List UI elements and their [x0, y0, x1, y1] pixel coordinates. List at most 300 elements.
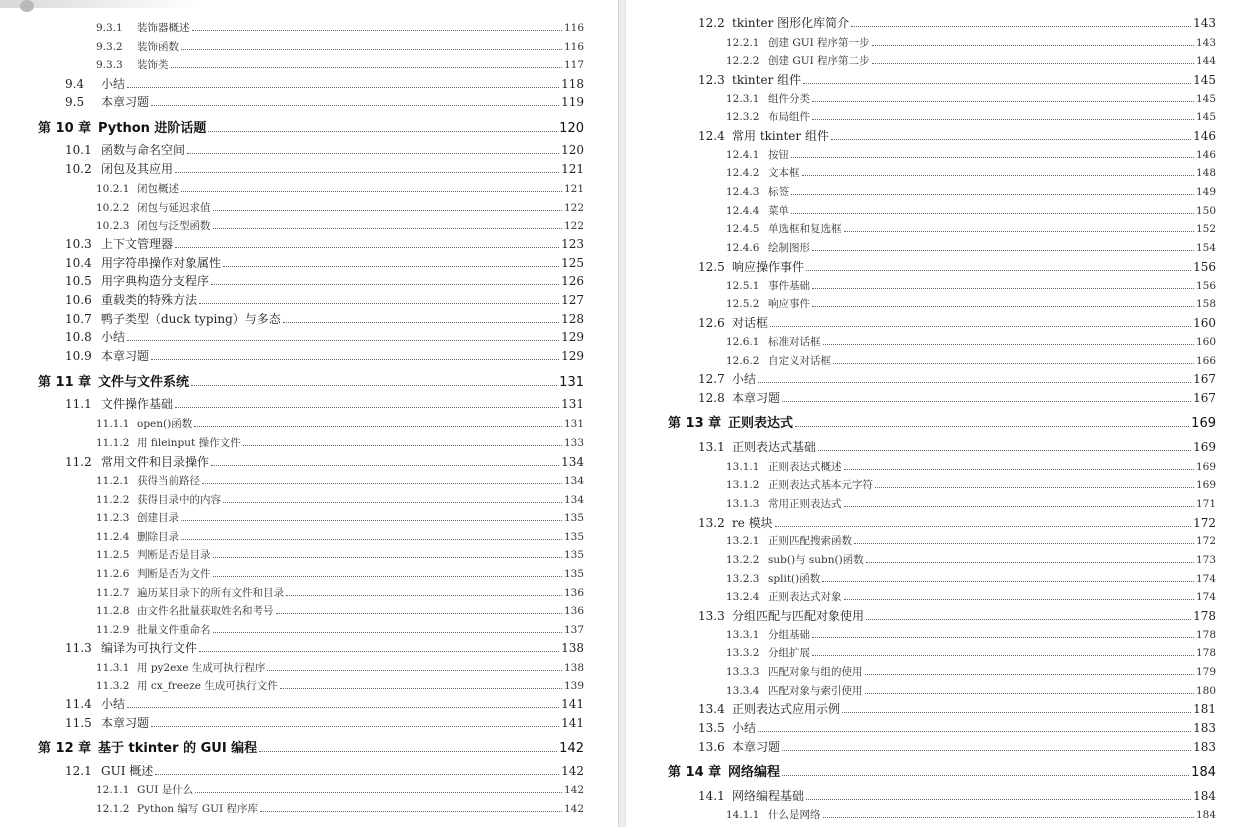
dot-leader — [213, 576, 562, 577]
entry-page-number: 156 — [1193, 260, 1216, 274]
toc-entry-sub — [96, 530, 584, 544]
toc-entry-sec — [698, 702, 1216, 716]
toc-entry-sec — [65, 349, 584, 363]
toc-entry-sub — [96, 679, 584, 693]
entry-number: 10.1 — [65, 143, 92, 157]
toc-entry-sub — [726, 279, 1216, 293]
entry-page-number: 116 — [563, 22, 584, 34]
entry-number: 11.4 — [65, 697, 92, 711]
dot-leader — [181, 520, 562, 521]
entry-number: 13.2.1 — [726, 535, 760, 547]
entry-number: 12.1.2 — [96, 803, 130, 815]
entry-page-number: 167 — [1193, 372, 1216, 386]
entry-page-number: 145 — [1195, 93, 1216, 105]
toc-entry-sub — [726, 222, 1216, 236]
entry-page-number: 180 — [1195, 685, 1216, 697]
entry-title: 正则表达式概述 — [768, 461, 842, 473]
entry-page-number: 160 — [1193, 316, 1216, 330]
entry-title: 本章习题 — [101, 349, 150, 363]
entry-number: 11.2.4 — [96, 531, 130, 543]
entry-page-number: 119 — [561, 95, 584, 109]
entry-title: 本章习题 — [732, 740, 781, 754]
entry-title: 闭包与泛型函数 — [137, 220, 211, 232]
dot-leader — [243, 445, 562, 446]
entry-title: 布局组件 — [768, 111, 810, 123]
entry-page-number: 134 — [561, 455, 584, 469]
entry-number: 第 10 章 — [38, 121, 92, 136]
entry-page-number: 179 — [1195, 666, 1216, 678]
entry-title: 匹配对象与组的使用 — [768, 666, 863, 678]
entry-title: 编译为可执行文件 — [101, 641, 198, 655]
entry-page-number: 183 — [1193, 740, 1216, 754]
toc-entry-sec — [698, 372, 1216, 386]
entry-page-number: 150 — [1195, 205, 1216, 217]
toc-entry-sub — [96, 58, 584, 72]
dot-leader — [802, 175, 1194, 176]
dot-leader — [823, 344, 1194, 345]
toc-entry-sub — [726, 572, 1216, 586]
toc-entry-sec — [698, 721, 1216, 735]
entry-number: 13.3.3 — [726, 666, 760, 678]
toc-entry-sub — [726, 684, 1216, 698]
toc-entry-sub — [96, 40, 584, 54]
entry-number: 13.2.4 — [726, 591, 760, 603]
entry-number: 11.3.2 — [96, 680, 130, 692]
entry-number: 11.1.1 — [96, 418, 130, 430]
dot-leader — [223, 266, 559, 267]
toc-entry-sec — [698, 129, 1216, 143]
dot-leader — [812, 288, 1194, 289]
entry-number: 13.1.1 — [726, 461, 760, 473]
dot-leader — [175, 172, 559, 173]
toc-entry-sec — [65, 143, 584, 157]
dot-leader — [202, 483, 562, 484]
entry-number: 9.4 — [65, 77, 85, 91]
entry-page-number: 145 — [1195, 111, 1216, 123]
entry-title: 分组扩展 — [768, 647, 810, 659]
entry-number: 11.2.9 — [96, 624, 130, 636]
entry-title: 按钮 — [768, 149, 789, 161]
entry-number: 12.3.2 — [726, 111, 760, 123]
entry-title: 获得目录中的内容 — [137, 494, 221, 506]
toc-entry-sub — [726, 335, 1216, 349]
toc-entry-sec — [698, 316, 1216, 330]
entry-page-number: 173 — [1195, 554, 1216, 566]
entry-title: 网络编程基础 — [732, 789, 805, 803]
toc-entry-sub — [726, 497, 1216, 511]
entry-page-number: 135 — [563, 568, 584, 580]
entry-number: 11.2.7 — [96, 587, 130, 599]
toc-right-page — [626, 0, 1236, 827]
entry-page-number: 141 — [561, 716, 584, 730]
entry-page-number: 125 — [561, 256, 584, 270]
toc-entry-sub — [726, 148, 1216, 162]
entry-number: 10.3 — [65, 237, 92, 251]
dot-leader — [782, 775, 1189, 776]
dot-leader — [151, 105, 559, 106]
entry-page-number: 142 — [559, 741, 584, 756]
dot-leader — [199, 303, 559, 304]
dot-leader — [782, 750, 1191, 751]
entry-title: 分组匹配与匹配对象使用 — [732, 609, 865, 623]
entry-title: 函数与命名空间 — [101, 143, 186, 157]
entry-number: 11.3 — [65, 641, 92, 655]
entry-number: 第 12 章 — [38, 741, 92, 756]
entry-number: 12.6 — [698, 316, 725, 330]
entry-title: 判断是否为文件 — [137, 568, 211, 580]
entry-number: 第 11 章 — [38, 375, 92, 390]
toc-entry-sec — [698, 16, 1216, 30]
toc-entry-sec — [65, 764, 584, 778]
entry-number: 11.2.1 — [96, 475, 130, 487]
toc-entry-sub — [726, 590, 1216, 604]
entry-page-number: 174 — [1195, 591, 1216, 603]
entry-page-number: 133 — [563, 437, 584, 449]
entry-number: 12.1 — [65, 764, 92, 778]
entry-number: 13.1.2 — [726, 479, 760, 491]
dot-leader — [280, 688, 562, 689]
entry-page-number: 145 — [1193, 73, 1216, 87]
dot-leader — [812, 101, 1194, 102]
dot-leader — [806, 270, 1191, 271]
entry-page-number: 131 — [559, 375, 584, 390]
entry-title: Python 进阶话题 — [98, 121, 207, 136]
toc-entry-sub — [726, 553, 1216, 567]
dot-leader — [187, 153, 559, 154]
toc-entry-sub — [726, 646, 1216, 660]
entry-number: 10.8 — [65, 330, 92, 344]
entry-number: 10.2.2 — [96, 202, 130, 214]
entry-title: 删除目录 — [137, 531, 179, 543]
toc-entry-sec — [698, 260, 1216, 274]
dot-leader — [844, 469, 1194, 470]
entry-title: 网络编程 — [728, 765, 781, 780]
entry-title: 遍历某目录下的所有文件和目录 — [137, 587, 284, 599]
toc-entry-sec — [65, 330, 584, 344]
entry-number: 13.6 — [698, 740, 725, 754]
dot-leader — [127, 340, 559, 341]
entry-page-number: 134 — [563, 475, 584, 487]
dot-leader — [260, 811, 562, 812]
toc-entry-sec — [65, 312, 584, 326]
toc-entry-sec — [65, 293, 584, 307]
toc-entry-sub — [96, 661, 584, 675]
dot-leader — [267, 670, 562, 671]
entry-title: re 模块 — [732, 516, 773, 530]
entry-page-number: 131 — [563, 418, 584, 430]
entry-number: 10.4 — [65, 256, 92, 270]
dot-leader — [795, 426, 1189, 427]
entry-number: 10.2 — [65, 162, 92, 176]
entry-title: tkinter 图形化库简介 — [732, 16, 850, 30]
entry-number: 9.3.3 — [96, 59, 123, 71]
entry-number: 13.3 — [698, 609, 725, 623]
dot-leader — [276, 613, 562, 614]
toc-entry-chap — [38, 122, 584, 136]
dot-leader — [865, 693, 1194, 694]
toc-entry-sub — [96, 493, 584, 507]
dot-leader — [844, 231, 1194, 232]
dot-leader — [283, 322, 559, 323]
dot-leader — [822, 581, 1194, 582]
entry-number: 11.2.8 — [96, 605, 130, 617]
entry-number: 9.3.2 — [96, 41, 123, 53]
dot-leader — [812, 119, 1194, 120]
dot-leader — [171, 67, 562, 68]
entry-page-number: 178 — [1195, 647, 1216, 659]
entry-title: 什么是网络 — [768, 809, 821, 821]
entry-page-number: 178 — [1195, 629, 1216, 641]
entry-page-number: 174 — [1195, 573, 1216, 585]
toc-entry-sec — [65, 274, 584, 288]
entry-page-number: 122 — [563, 220, 584, 232]
dot-leader — [782, 401, 1191, 402]
entry-title: 正则表达式基本元字符 — [768, 479, 873, 491]
entry-title: 上下文管理器 — [101, 237, 174, 251]
dot-leader — [854, 543, 1194, 544]
entry-page-number: 142 — [563, 803, 584, 815]
entry-number: 9.5 — [65, 95, 85, 109]
dot-leader — [803, 83, 1191, 84]
entry-number: 12.4.6 — [726, 242, 760, 254]
toc-entry-sec — [65, 237, 584, 251]
toc-entry-sub — [96, 567, 584, 581]
dot-leader — [286, 595, 562, 596]
toc-entry-sub — [726, 808, 1216, 822]
dot-leader — [155, 774, 559, 775]
dot-leader — [181, 191, 562, 192]
dot-leader — [812, 306, 1194, 307]
dot-leader — [842, 712, 1191, 713]
toc-entry-sub — [726, 460, 1216, 474]
entry-number: 12.4 — [698, 129, 725, 143]
dot-leader — [213, 228, 562, 229]
toc-entry-sub — [726, 204, 1216, 218]
entry-page-number: 120 — [559, 121, 584, 136]
entry-page-number: 118 — [561, 77, 584, 91]
entry-title: 闭包及其应用 — [101, 162, 174, 176]
entry-number: 11.1.2 — [96, 437, 130, 449]
entry-page-number: 167 — [1193, 391, 1216, 405]
entry-number: 10.7 — [65, 312, 92, 326]
entry-number: 12.3 — [698, 73, 725, 87]
entry-page-number: 154 — [1195, 242, 1216, 254]
entry-page-number: 184 — [1191, 765, 1216, 780]
toc-entry-sub — [726, 185, 1216, 199]
entry-page-number: 143 — [1195, 37, 1216, 49]
dot-leader — [875, 487, 1194, 488]
entry-number: 11.5 — [65, 716, 92, 730]
entry-title: 小结 — [101, 697, 126, 711]
entry-page-number: 136 — [563, 605, 584, 617]
entry-title: GUI 是什么 — [137, 784, 194, 796]
entry-title: 装饰函数 — [137, 41, 179, 53]
dot-leader — [775, 526, 1191, 527]
toc-entry-sec — [65, 95, 584, 109]
dot-leader — [806, 799, 1191, 800]
entry-title: 常用正则表达式 — [768, 498, 842, 510]
entry-number: 13.1.3 — [726, 498, 760, 510]
entry-number: 11.3.1 — [96, 662, 130, 674]
entry-title: 装饰器概述 — [137, 22, 190, 34]
toc-entry-sec — [698, 440, 1216, 454]
entry-title: 获得当前路径 — [137, 475, 200, 487]
entry-number: 12.7 — [698, 372, 725, 386]
entry-page-number: 128 — [561, 312, 584, 326]
entry-title: 判断是否是目录 — [137, 549, 211, 561]
dot-leader — [791, 213, 1194, 214]
entry-page-number: 169 — [1193, 440, 1216, 454]
entry-title: 本章习题 — [101, 95, 150, 109]
entry-page-number: 178 — [1193, 609, 1216, 623]
entry-page-number: 169 — [1191, 416, 1216, 431]
entry-number: 13.4 — [698, 702, 725, 716]
entry-title: 装饰类 — [137, 59, 169, 71]
entry-page-number: 148 — [1195, 167, 1216, 179]
dot-leader — [758, 731, 1191, 732]
entry-title: 常用文件和目录操作 — [101, 455, 210, 469]
entry-number: 11.2.3 — [96, 512, 130, 524]
entry-title: 闭包概述 — [137, 183, 179, 195]
entry-number: 12.2.1 — [726, 37, 760, 49]
entry-page-number: 142 — [561, 764, 584, 778]
entry-title: 匹配对象与索引使用 — [768, 685, 863, 697]
dot-leader — [181, 539, 562, 540]
toc-entry-sub — [96, 201, 584, 215]
entry-number: 10.2.3 — [96, 220, 130, 232]
entry-page-number: 131 — [561, 397, 584, 411]
dot-leader — [791, 157, 1194, 158]
toc-entry-sub — [726, 54, 1216, 68]
entry-title: 自定义对话框 — [768, 355, 831, 367]
entry-title: 小结 — [101, 330, 126, 344]
toc-entry-sub — [96, 604, 584, 618]
entry-title: 文件操作基础 — [101, 397, 174, 411]
dot-leader — [175, 247, 559, 248]
dot-leader — [211, 465, 559, 466]
entry-page-number: 149 — [1195, 186, 1216, 198]
entry-number: 10.5 — [65, 274, 92, 288]
dot-leader — [872, 45, 1194, 46]
entry-number: 13.3.2 — [726, 647, 760, 659]
dot-leader — [151, 726, 559, 727]
entry-title: 闭包与延迟求值 — [137, 202, 211, 214]
entry-title: 常用 tkinter 组件 — [732, 129, 829, 143]
entry-number: 10.2.1 — [96, 183, 130, 195]
toc-entry-sub — [96, 436, 584, 450]
dot-leader — [758, 382, 1191, 383]
toc-entry-sub — [726, 354, 1216, 368]
entry-title: 正则匹配搜索函数 — [768, 535, 852, 547]
entry-title: 用 fileinput 操作文件 — [137, 437, 241, 449]
toc-entry-sub — [726, 36, 1216, 50]
toc-entry-sec — [698, 73, 1216, 87]
entry-page-number: 117 — [563, 59, 584, 71]
toc-entry-sec — [65, 716, 584, 730]
entry-title: 创建 GUI 程序第二步 — [768, 55, 870, 67]
entry-title: 小结 — [732, 721, 757, 735]
entry-number: 11.2.6 — [96, 568, 130, 580]
toc-entry-sec — [65, 641, 584, 655]
entry-page-number: 160 — [1195, 336, 1216, 348]
entry-number: 12.5.2 — [726, 298, 760, 310]
entry-number: 13.3.4 — [726, 685, 760, 697]
dot-leader — [199, 651, 559, 652]
entry-page-number: 146 — [1195, 149, 1216, 161]
entry-number: 13.2.3 — [726, 573, 760, 585]
entry-page-number: 152 — [1195, 223, 1216, 235]
toc-entry-sec — [65, 455, 584, 469]
toc-entry-sub — [96, 623, 584, 637]
entry-page-number: 126 — [561, 274, 584, 288]
toc-entry-sec — [698, 609, 1216, 623]
entry-title: 用 cx_freeze 生成可执行文件 — [137, 680, 278, 692]
toc-entry-sec — [65, 256, 584, 270]
toc-entry-sub — [726, 297, 1216, 311]
entry-number: 11.2.5 — [96, 549, 130, 561]
entry-title: 本章习题 — [732, 391, 781, 405]
entry-number: 12.4.5 — [726, 223, 760, 235]
dot-leader — [192, 30, 562, 31]
entry-number: 14.1 — [698, 789, 725, 803]
entry-title: 正则表达式基础 — [732, 440, 817, 454]
dot-leader — [812, 637, 1194, 638]
toc-entry-sec — [698, 391, 1216, 405]
toc-entry-sub — [96, 474, 584, 488]
toc-entry-sec — [65, 397, 584, 411]
entry-page-number: 169 — [1195, 479, 1216, 491]
dot-leader — [770, 326, 1191, 327]
dot-leader — [866, 562, 1194, 563]
entry-title: 单选框和复选框 — [768, 223, 842, 235]
toc-entry-sec — [65, 697, 584, 711]
entry-title: 创建目录 — [137, 512, 179, 524]
entry-title: 响应事件 — [768, 298, 810, 310]
entry-title: tkinter 组件 — [732, 73, 802, 87]
entry-page-number: 141 — [561, 697, 584, 711]
entry-title: 标准对话框 — [768, 336, 821, 348]
entry-page-number: 142 — [563, 784, 584, 796]
entry-title: 对话框 — [732, 316, 769, 330]
entry-number: 11.2 — [65, 455, 92, 469]
toc-entry-sub — [96, 417, 584, 431]
dot-leader — [195, 792, 562, 793]
toc-entry-sub — [96, 182, 584, 196]
entry-title: 鸭子类型（duck typing）与多态 — [101, 312, 281, 326]
entry-number: 13.3.1 — [726, 629, 760, 641]
entry-title: 本章习题 — [101, 716, 150, 730]
entry-number: 12.5.1 — [726, 280, 760, 292]
entry-number: 12.4.4 — [726, 205, 760, 217]
entry-number: 13.1 — [698, 440, 725, 454]
entry-title: 组件分类 — [768, 93, 810, 105]
toc-entry-sub — [96, 783, 584, 797]
entry-title: 用字符串操作对象属性 — [101, 256, 222, 270]
dot-leader — [812, 250, 1194, 251]
entry-page-number: 166 — [1195, 355, 1216, 367]
entry-title: 正则表达式 — [728, 416, 794, 431]
entry-title: 正则表达式应用示例 — [732, 702, 841, 716]
entry-number: 12.3.1 — [726, 93, 760, 105]
entry-page-number: 120 — [561, 143, 584, 157]
dot-leader — [194, 426, 562, 427]
entry-number: 14.1.1 — [726, 809, 760, 821]
entry-number: 13.2.2 — [726, 554, 760, 566]
toc-entry-sub — [726, 534, 1216, 548]
entry-title: 绘制图形 — [768, 242, 810, 254]
entry-number: 9.3.1 — [96, 22, 123, 34]
toc-entry-sec — [698, 789, 1216, 803]
